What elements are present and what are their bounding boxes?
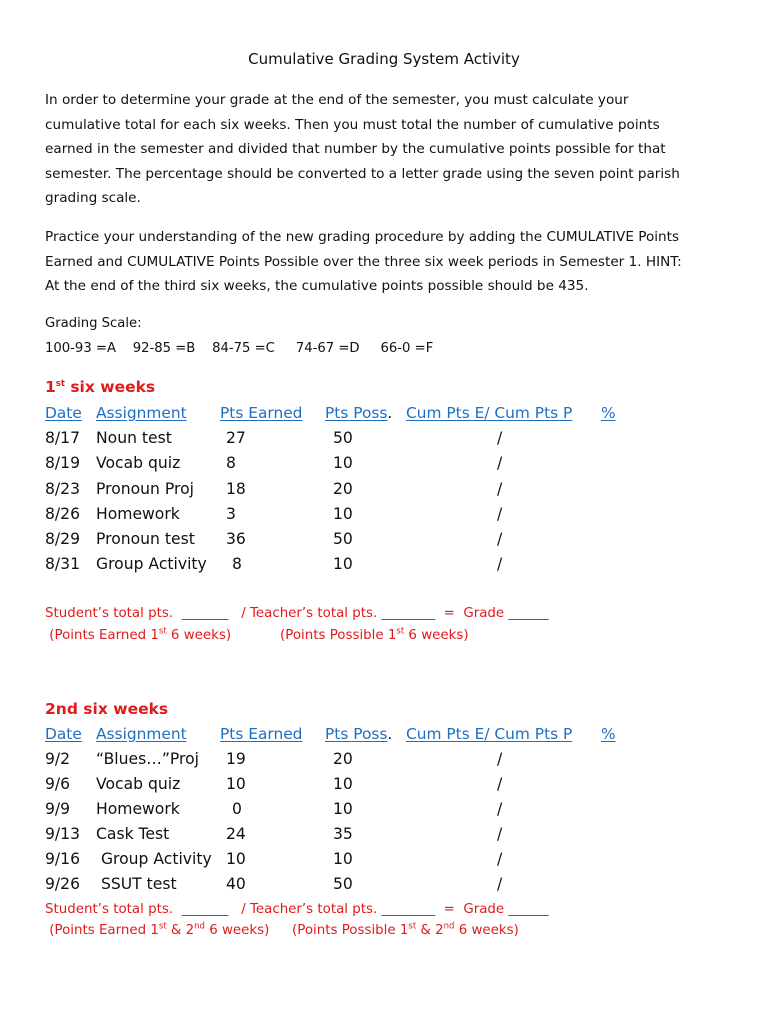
table-row [0, 775, 768, 799]
row-points-possible: 35 [333, 825, 353, 843]
intro-line: semester. The percentage should be converted to a letter grade using the seven point parish [45, 165, 680, 182]
note-text: (Points Earned 1 [45, 628, 159, 643]
note-text: 6 weeks) [204, 923, 270, 938]
note-text: (Points Earned 1 [45, 923, 159, 938]
section-1-column-headers [0, 404, 768, 428]
row-assignment: Noun test [96, 429, 172, 447]
practice-paragraph [45, 225, 735, 299]
assignment-column-header: Assignment [96, 725, 187, 743]
note-text: (Points Possible 1 [292, 923, 409, 938]
row-points-earned: 40 [226, 875, 246, 893]
note-superscript: nd [194, 921, 205, 932]
note-text: 6 weeks) [454, 923, 519, 938]
row-assignment: Group Activity [96, 555, 207, 573]
section-2-possible-note [292, 923, 519, 938]
date-column-header: Date [45, 725, 82, 743]
points-possible-header-text: Pts Poss [325, 404, 388, 422]
row-date: 9/16 [45, 850, 81, 868]
row-points-possible: 10 [333, 454, 353, 472]
row-points-possible: 20 [333, 480, 353, 498]
row-cumulative-blank: / [497, 875, 503, 893]
page-title: Cumulative Grading System Activity [248, 50, 520, 68]
cumulative-column-header: Cum Pts E/ Cum Pts P [406, 404, 573, 422]
section-1-possible-note [280, 628, 469, 643]
practice-line: Practice your understanding of the new grading procedure by adding the CUMULATIVE Points [45, 229, 680, 245]
table-row [0, 555, 768, 579]
row-assignment: Group Activity [96, 850, 212, 868]
section-2-column-headers [0, 725, 768, 749]
row-points-earned: 10 [226, 775, 246, 793]
row-date: 8/29 [45, 530, 81, 548]
table-row [0, 530, 768, 554]
row-assignment: Vocab quiz [96, 454, 181, 472]
cumulative-column-header: Cum Pts E/ Cum Pts P [406, 725, 573, 743]
row-points-possible: 10 [333, 555, 353, 573]
note-superscript: st [158, 921, 167, 932]
section-1-heading [45, 378, 155, 396]
row-points-earned: 36 [226, 530, 246, 548]
row-date: 8/26 [45, 505, 81, 523]
section-1-number: 1 [45, 378, 56, 396]
percent-column-header: % [601, 725, 616, 743]
grading-scale-label: Grading Scale: [45, 316, 142, 331]
row-assignment: SSUT test [96, 875, 177, 893]
row-date: 8/17 [45, 429, 81, 447]
intro-line: In order to determine your grade at the end of the semester, you must calculate your [45, 92, 629, 108]
note-superscript: nd [443, 921, 455, 932]
note-text: & 2 [416, 923, 444, 938]
table-row [0, 505, 768, 529]
row-points-possible: 10 [333, 850, 353, 868]
table-row [0, 875, 768, 899]
practice-line: At the end of the third six weeks, the cumulative points possible should be 435. [45, 278, 589, 295]
row-cumulative-blank: / [497, 750, 503, 768]
row-assignment: “Blues…”Proj [96, 750, 199, 768]
section-1-earned-note [45, 628, 231, 643]
percent-column-header: % [601, 404, 616, 422]
points-possible-header-dot: . [387, 725, 393, 743]
row-points-earned: 19 [226, 750, 246, 768]
points-possible-header-text: Pts Poss [325, 725, 388, 743]
table-row [0, 429, 768, 453]
table-row [0, 454, 768, 478]
row-date: 8/19 [45, 454, 81, 472]
row-points-earned: 18 [226, 480, 246, 498]
table-row [0, 480, 768, 504]
row-assignment: Pronoun Proj [96, 480, 194, 498]
intro-line: grading scale. [45, 190, 141, 207]
note-text: (Points Possible 1 [280, 628, 397, 643]
section-1-superscript: st [55, 378, 65, 389]
table-row [0, 850, 768, 874]
note-superscript: st [396, 626, 405, 637]
section-2-heading: 2nd six weeks [45, 700, 169, 718]
row-date: 8/23 [45, 480, 81, 498]
intro-line: cumulative total for each six weeks. Then you must total the number of cumulative points [45, 116, 660, 133]
row-cumulative-blank: / [497, 825, 503, 843]
note-text: 6 weeks) [166, 628, 232, 643]
note-text: 6 weeks) [404, 628, 469, 643]
section-1-heading-text: six weeks [64, 378, 156, 396]
points-possible-column-header [325, 725, 392, 743]
row-points-possible: 10 [333, 505, 353, 523]
row-points-earned: 27 [226, 429, 246, 447]
row-points-possible: 10 [333, 800, 353, 818]
row-cumulative-blank: / [497, 530, 503, 548]
row-date: 9/2 [45, 750, 71, 768]
section-1-totals-line: Student’s total pts. _______ / Teacher’s total pts. ________ = Grade ______ [45, 606, 549, 621]
row-cumulative-blank: / [497, 850, 503, 868]
points-possible-column-header [325, 404, 392, 422]
note-text: & 2 [166, 923, 195, 938]
row-date: 8/31 [45, 555, 81, 573]
row-cumulative-blank: / [497, 775, 503, 793]
practice-line: Earned and CUMULATIVE Points Possible over the three six week periods in Semester 1. HINT: [45, 253, 682, 270]
row-points-possible: 50 [333, 875, 353, 893]
row-assignment: Homework [96, 505, 180, 523]
row-points-possible: 10 [333, 775, 353, 793]
table-row [0, 825, 768, 849]
grading-scale-values: 100-93 =A 92-85 =B 84-75 =C 74-67 =D 66-0 =F [45, 341, 434, 356]
points-earned-column-header: Pts Earned [220, 725, 303, 743]
row-date: 9/13 [45, 825, 81, 843]
row-cumulative-blank: / [497, 454, 503, 472]
row-date: 9/9 [45, 800, 71, 818]
row-points-earned: 10 [226, 850, 246, 868]
row-points-possible: 20 [333, 750, 353, 768]
row-cumulative-blank: / [497, 429, 503, 447]
row-assignment: Homework [96, 800, 180, 818]
row-cumulative-blank: / [497, 555, 503, 573]
row-cumulative-blank: / [497, 800, 503, 818]
row-points-earned: 8 [232, 555, 242, 573]
intro-line: earned in the semester and divided that number by the cumulative points possible for that [45, 141, 666, 158]
assignment-column-header: Assignment [96, 404, 187, 422]
section-2-earned-note [45, 923, 269, 938]
points-earned-column-header: Pts Earned [220, 404, 303, 422]
table-row [0, 800, 768, 824]
row-assignment: Pronoun test [96, 530, 195, 548]
row-date: 9/6 [45, 775, 71, 793]
table-row [0, 750, 768, 774]
note-superscript: st [158, 626, 167, 637]
points-possible-header-dot: . [387, 404, 393, 422]
date-column-header: Date [45, 404, 82, 422]
row-points-possible: 50 [333, 530, 353, 548]
row-points-earned: 0 [232, 800, 242, 818]
row-cumulative-blank: / [497, 505, 503, 523]
note-superscript: st [408, 921, 417, 932]
row-assignment: Vocab quiz [96, 775, 181, 793]
row-points-possible: 50 [333, 429, 353, 447]
row-points-earned: 8 [226, 454, 236, 472]
row-points-earned: 3 [226, 505, 236, 523]
row-points-earned: 24 [226, 825, 246, 843]
row-cumulative-blank: / [497, 480, 503, 498]
intro-paragraph [45, 88, 735, 211]
row-assignment: Cask Test [96, 825, 170, 843]
row-date: 9/26 [45, 875, 81, 893]
section-2-totals-line: Student’s total pts. _______ / Teacher’s total pts. ________ = Grade ______ [45, 902, 549, 917]
